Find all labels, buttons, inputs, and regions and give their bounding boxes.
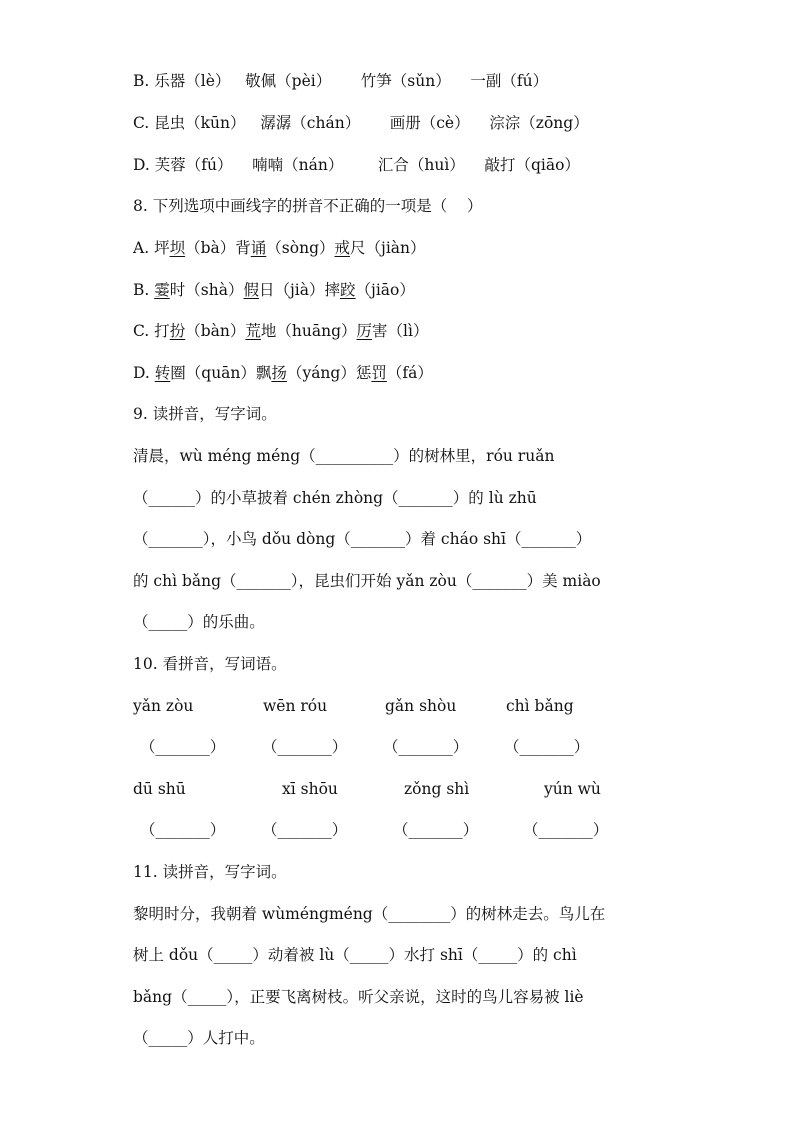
q10-pinyin-2: wēn róu — [263, 697, 328, 715]
q10-blank-7[interactable]: （_______） — [393, 821, 479, 839]
q8-option-d: D. 转圈（quān）飘扬（yáng）惩罚（fá） — [133, 364, 433, 382]
q11-line-2: 树上 dǒu（_____）动着被 lù（_____）水打 shī（_____）的 chì — [133, 946, 577, 964]
q10-blank-4[interactable]: （_______） — [504, 738, 590, 756]
q9-line-4: 的 chì bǎng（_______），昆虫们开始 yǎn zòu（_______）美 miào — [133, 572, 601, 590]
q8-option-b: B. 霎时（shà）假日（jià）摔跤（jiāo） — [133, 281, 415, 299]
q9-title: 9. 读拼音，写字词。 — [133, 405, 277, 423]
q10-pinyin-5: dū shū — [133, 780, 186, 798]
q10-blank-8[interactable]: （_______） — [523, 821, 609, 839]
q7-option-b: B. 乐器（lè） 敬佩（pèi） 竹笋（sǔn） 一副（fú） — [133, 72, 549, 90]
q10-title: 10. 看拼音，写词语。 — [133, 655, 287, 673]
q10-pinyin-7: zǒng shì — [404, 780, 470, 798]
q10-pinyin-4: chì bǎng — [506, 697, 574, 715]
q10-blank-5[interactable]: （_______） — [140, 821, 226, 839]
q7-option-c: C. 昆虫（kūn） 潺潺（chán） 画册（cè） 淙淙（zōng） — [133, 114, 589, 132]
q9-line-5: （_____）的乐曲。 — [133, 613, 265, 631]
q10-blank-3[interactable]: （_______） — [383, 738, 469, 756]
q9-line-1: 清晨，wù méng méng（__________）的树林里，róu ruǎn — [133, 447, 555, 465]
q8-stem: 8. 下列选项中画线字的拼音不正确的一项是（ ） — [133, 197, 483, 215]
q10-blank-1[interactable]: （_______） — [140, 738, 226, 756]
q10-blank-6[interactable]: （_______） — [262, 821, 348, 839]
q11-line-4: （_____）人打中。 — [133, 1029, 265, 1047]
q8-option-c: C. 打扮（bàn）荒地（huāng）厉害（lì） — [133, 322, 429, 340]
q10-pinyin-6: xī shōu — [282, 780, 338, 798]
q11-line-1: 黎明时分，我朝着 wùméngméng（________）的树林走去。鸟儿在 — [133, 905, 606, 923]
q10-pinyin-3: gǎn shòu — [385, 697, 457, 715]
q11-title: 11. 读拼音，写字词。 — [133, 863, 287, 881]
q10-pinyin-8: yún wù — [544, 780, 601, 798]
q9-line-3: （_______），小鸟 dǒu dòng（_______）着 cháo shī（_______） — [133, 530, 592, 548]
q8-option-a: A. 坪坝（bà）背诵（sòng）戒尺（jiàn） — [133, 239, 426, 257]
q10-pinyin-1: yǎn zòu — [133, 697, 194, 715]
q9-line-2: （______）的小草披着 chén zhòng（_______）的 lù zhū — [133, 489, 537, 507]
q10-blank-2[interactable]: （_______） — [262, 738, 348, 756]
q7-option-d: D. 芙蓉（fú） 喃喃（nán） 汇合（huì） 敲打（qiāo） — [133, 156, 580, 174]
q11-line-3: bǎng（_____），正要飞离树枝。听父亲说，这时的鸟儿容易被 liè — [133, 988, 584, 1006]
